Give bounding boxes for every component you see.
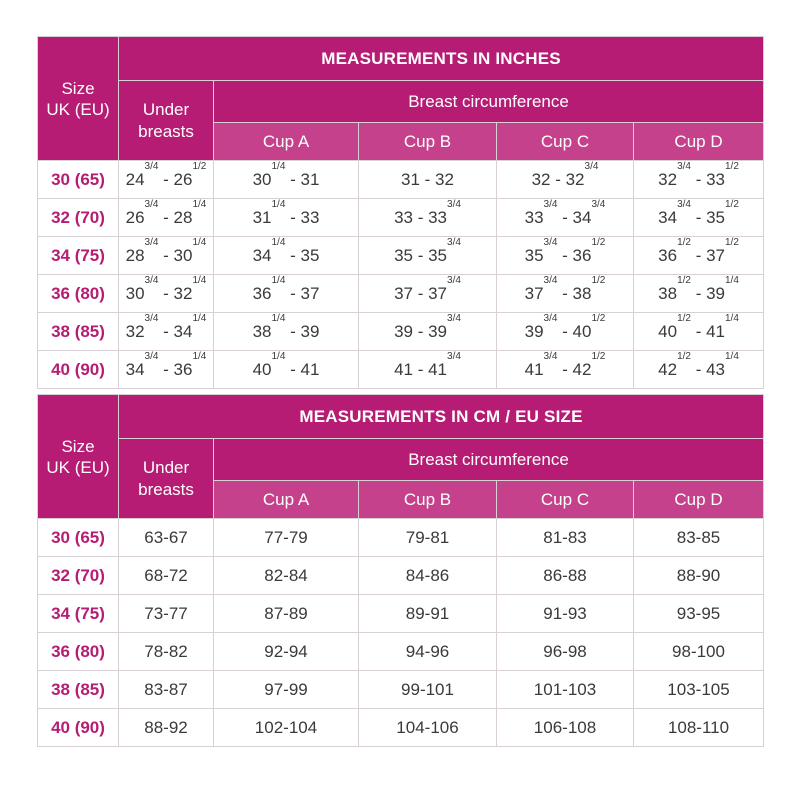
cup-value: 77-79 — [214, 519, 359, 557]
size-label: 34 (75) — [38, 595, 119, 633]
size-label: 32 (70) — [38, 199, 119, 237]
cup-value: $40^{1/4} - 41$ — [214, 351, 359, 389]
cup-header: Cup A — [214, 123, 359, 161]
under-breast-value: 78-82 — [119, 633, 214, 671]
cup-value: 81-83 — [497, 519, 634, 557]
size-label: 30 (65) — [38, 161, 119, 199]
under-line2: breasts — [138, 121, 194, 141]
cup-header: Cup C — [497, 481, 634, 519]
size-header — [38, 395, 119, 519]
cup-value: 86-88 — [497, 557, 634, 595]
under-breasts-header — [119, 439, 214, 519]
cup-value: $34^{1/4} - 35$ — [214, 237, 359, 275]
cup-value: 99-101 — [359, 671, 497, 709]
table-row — [38, 709, 764, 747]
table-row — [38, 671, 764, 709]
cup-value: 87-89 — [214, 595, 359, 633]
table-row — [38, 237, 764, 275]
size-label: 30 (65) — [38, 519, 119, 557]
cup-value: 82-84 — [214, 557, 359, 595]
under-breast-value: 63-67 — [119, 519, 214, 557]
table-row — [38, 351, 764, 389]
under-breast-value: $26^{3/4} - 28^{1/4}$ — [119, 199, 214, 237]
cup-value: $33 - 33^{3/4}$ — [359, 199, 497, 237]
table-row — [38, 199, 764, 237]
cup-value: $41 - 41^{3/4}$ — [359, 351, 497, 389]
cup-value: $30^{1/4} - 31$ — [214, 161, 359, 199]
under-breast-value: 88-92 — [119, 709, 214, 747]
cup-value: 93-95 — [634, 595, 764, 633]
size-label: 36 (80) — [38, 275, 119, 313]
under-line1: Under — [142, 457, 190, 477]
cup-value: $35 - 35^{3/4}$ — [359, 237, 497, 275]
cup-header: Cup A — [214, 481, 359, 519]
cup-value: 92-94 — [214, 633, 359, 671]
size-header-line2: UK (EU) — [46, 99, 110, 119]
cup-value: 96-98 — [497, 633, 634, 671]
cup-value: 83-85 — [634, 519, 764, 557]
under-line1: Under — [142, 99, 190, 119]
size-label: 40 (90) — [38, 709, 119, 747]
cm-title: MEASUREMENTS IN CM / EU SIZE — [119, 395, 764, 439]
size-label: 40 (90) — [38, 351, 119, 389]
cup-value: 103-105 — [634, 671, 764, 709]
cup-value: $38^{1/2} - 39^{1/4}$ — [634, 275, 764, 313]
cup-value: 79-81 — [359, 519, 497, 557]
cup-value: $31^{1/4} - 33$ — [214, 199, 359, 237]
cup-value: 102-104 — [214, 709, 359, 747]
cm-table — [37, 394, 764, 747]
under-breasts-header — [119, 81, 214, 161]
cup-value: $42^{1/2} - 43^{1/4}$ — [634, 351, 764, 389]
cup-header: Cup B — [359, 123, 497, 161]
table-row — [38, 313, 764, 351]
under-breast-value: 73-77 — [119, 595, 214, 633]
size-header-line2: UK (EU) — [46, 457, 110, 477]
cup-header: Cup D — [634, 123, 764, 161]
cup-value: 98-100 — [634, 633, 764, 671]
table-row — [38, 519, 764, 557]
cup-value: $40^{1/2} - 41^{1/4}$ — [634, 313, 764, 351]
cup-value: $37 - 37^{3/4}$ — [359, 275, 497, 313]
cup-value: $35^{3/4} - 36^{1/2}$ — [497, 237, 634, 275]
cup-value: 89-91 — [359, 595, 497, 633]
cup-value: 94-96 — [359, 633, 497, 671]
cup-header: Cup D — [634, 481, 764, 519]
cup-value: 91-93 — [497, 595, 634, 633]
cup-value: 106-108 — [497, 709, 634, 747]
cup-value: 31 - 32 — [359, 161, 497, 199]
table-row — [38, 161, 764, 199]
under-breast-value: $34^{3/4} - 36^{1/4}$ — [119, 351, 214, 389]
breast-circumference-header: Breast circumference — [214, 439, 764, 481]
cup-value: $33^{3/4} - 34^{3/4}$ — [497, 199, 634, 237]
cup-value: $32^{3/4} - 33^{1/2}$ — [634, 161, 764, 199]
under-breast-value: 83-87 — [119, 671, 214, 709]
under-line2: breasts — [138, 479, 194, 499]
size-label: 38 (85) — [38, 313, 119, 351]
size-label: 38 (85) — [38, 671, 119, 709]
table-row — [38, 557, 764, 595]
cup-value: $37^{3/4} - 38^{1/2}$ — [497, 275, 634, 313]
cup-value: $32 - 32^{3/4}$ — [497, 161, 634, 199]
under-breast-value: 68-72 — [119, 557, 214, 595]
table-row — [38, 633, 764, 671]
size-label: 34 (75) — [38, 237, 119, 275]
cup-value: $38^{1/4} - 39$ — [214, 313, 359, 351]
table-row — [38, 275, 764, 313]
size-label: 32 (70) — [38, 557, 119, 595]
cup-value: 108-110 — [634, 709, 764, 747]
cup-value: 97-99 — [214, 671, 359, 709]
cup-value: $36^{1/4} - 37$ — [214, 275, 359, 313]
cup-value: $39^{3/4} - 40^{1/2}$ — [497, 313, 634, 351]
size-header-line1: Size — [61, 436, 95, 456]
cup-value: $41^{3/4} - 42^{1/2}$ — [497, 351, 634, 389]
cup-value: $39 - 39^{3/4}$ — [359, 313, 497, 351]
table-row — [38, 595, 764, 633]
size-header-line1: Size — [61, 78, 95, 98]
cup-value: $34^{3/4} - 35^{1/2}$ — [634, 199, 764, 237]
under-breast-value: $28^{3/4} - 30^{1/4}$ — [119, 237, 214, 275]
inches-body — [38, 161, 764, 389]
cm-body — [38, 519, 764, 747]
breast-circumference-header: Breast circumference — [214, 81, 764, 123]
inches-table — [37, 36, 764, 389]
under-breast-value: $24^{3/4} - 26^{1/2}$ — [119, 161, 214, 199]
size-label: 36 (80) — [38, 633, 119, 671]
cup-value: 88-90 — [634, 557, 764, 595]
cup-value: $36^{1/2} - 37^{1/2}$ — [634, 237, 764, 275]
cup-value: 104-106 — [359, 709, 497, 747]
inches-title: MEASUREMENTS IN INCHES — [119, 37, 764, 81]
under-breast-value: $32^{3/4} - 34^{1/4}$ — [119, 313, 214, 351]
cup-value: 84-86 — [359, 557, 497, 595]
cup-header: Cup B — [359, 481, 497, 519]
under-breast-value: $30^{3/4} - 32^{1/4}$ — [119, 275, 214, 313]
size-header — [38, 37, 119, 161]
cup-value: 101-103 — [497, 671, 634, 709]
cup-header: Cup C — [497, 123, 634, 161]
